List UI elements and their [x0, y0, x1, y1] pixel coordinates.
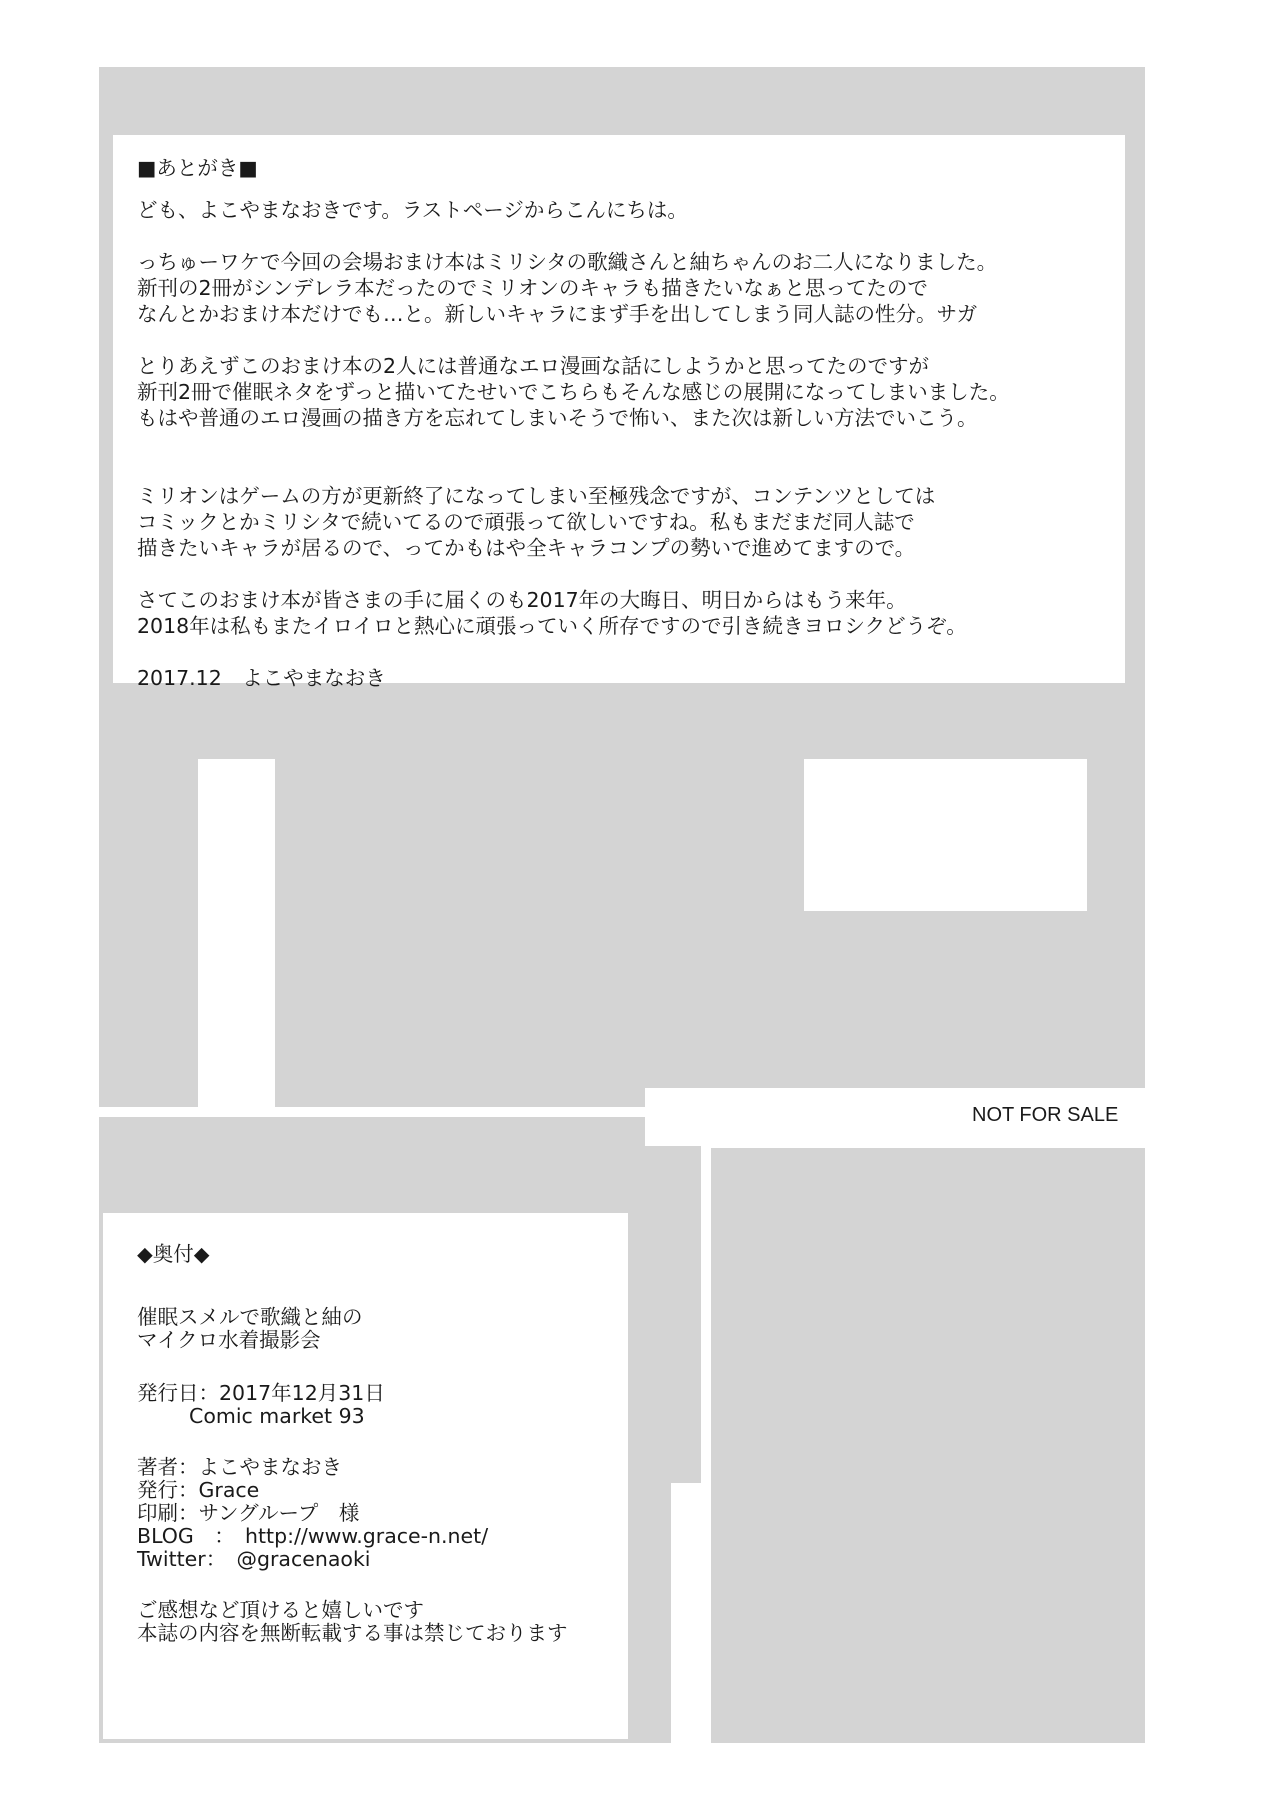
afterword-line: もはや普通のエロ漫画の描き方を忘れてしまいそうで怖い、また次は新しい方法でいこう。 — [137, 406, 978, 430]
gutter-white-patch — [671, 1483, 711, 1743]
afterword-line: コミックとかミリシタで続いてるので頑張って欲しいですね。私もまだまだ同人誌で — [137, 510, 915, 534]
colophon-heading: ◆奥付◆ — [137, 1242, 210, 1266]
right-white-box — [804, 759, 1087, 911]
afterword-line: さてこのおまけ本が皆さまの手に届くのも2017年の大晦日、明日からはもう来年。 — [137, 588, 907, 612]
afterword-paragraph — [137, 353, 1101, 431]
afterword-line: っちゅーワケで今回の会場おまけ本はミリシタの歌織さんと紬ちゃんのお二人になりました。 — [137, 250, 998, 274]
afterword-heading: ■あとがき■ — [137, 156, 258, 180]
colophon-note: 本誌の内容を無断転載する事は禁じております — [137, 1621, 568, 1645]
colophon-title-line: マイクロ水着撮影会 — [137, 1328, 321, 1352]
bottom-right-panel — [711, 1148, 1145, 1743]
not-for-sale-label: NOT FOR SALE — [972, 1104, 1119, 1126]
publisher-credit: 発行：Grace — [137, 1478, 260, 1502]
blog-url: BLOG ： http://www.grace-n.net/ — [137, 1524, 489, 1548]
event-name: Comic market 93 — [189, 1404, 365, 1428]
narrow-white-box — [198, 759, 275, 1107]
twitter-handle: Twitter： @gracenaoki — [137, 1547, 371, 1571]
afterword-paragraph — [137, 483, 1101, 561]
afterword-paragraph — [137, 587, 1101, 639]
afterword-line: とりあえずこのおまけ本の2人には普通なエロ漫画な話にしようかと思ってたのですが — [137, 354, 930, 378]
afterword-line: なんとかおまけ本だけでも…と。新しいキャラにまず手を出してしまう同人誌の性分。サガ — [137, 302, 978, 326]
afterword-paragraph — [137, 197, 1101, 223]
colophon-title-line: 催眠スメルで歌織と紬の — [137, 1305, 363, 1329]
afterword-signature: 2017.12 よこやまなおき — [137, 666, 386, 690]
author-credit: 著者：よこやまなおき — [137, 1455, 342, 1479]
afterword-line: 描きたいキャラが居るので、ってかもはや全キャラコンプの勢いで進めてますので。 — [137, 536, 916, 560]
colophon-box — [103, 1213, 628, 1739]
issue-date: 発行日：2017年12月31日 — [137, 1381, 385, 1405]
afterword-line: 2018年は私もまたイロイロと熱心に頑張っていく所存ですので引き続きヨロシクどうぞ。 — [137, 614, 967, 638]
afterword-line: 新刊の2冊がシンデレラ本だったのでミリオンのキャラも描きたいなぁと思ってたので — [137, 276, 928, 300]
afterword-box — [113, 135, 1125, 690]
printer-credit: 印刷：サングループ 様 — [137, 1501, 360, 1525]
afterword-line: ども、よこやまなおきです。ラストページからこんにちは。 — [137, 198, 688, 222]
afterword-paragraph — [137, 249, 1101, 327]
afterword-line: 新刊2冊で催眠ネタをずっと描いてたせいでこちらもそんな感じの展開になってしまいました。 — [137, 380, 1010, 404]
afterword-line: ミリオンはゲームの方が更新終了になってしまい至極残念ですが、コンテンツとしては — [137, 484, 936, 508]
colophon-note: ご感想など頂けると嬉しいです — [137, 1598, 424, 1622]
